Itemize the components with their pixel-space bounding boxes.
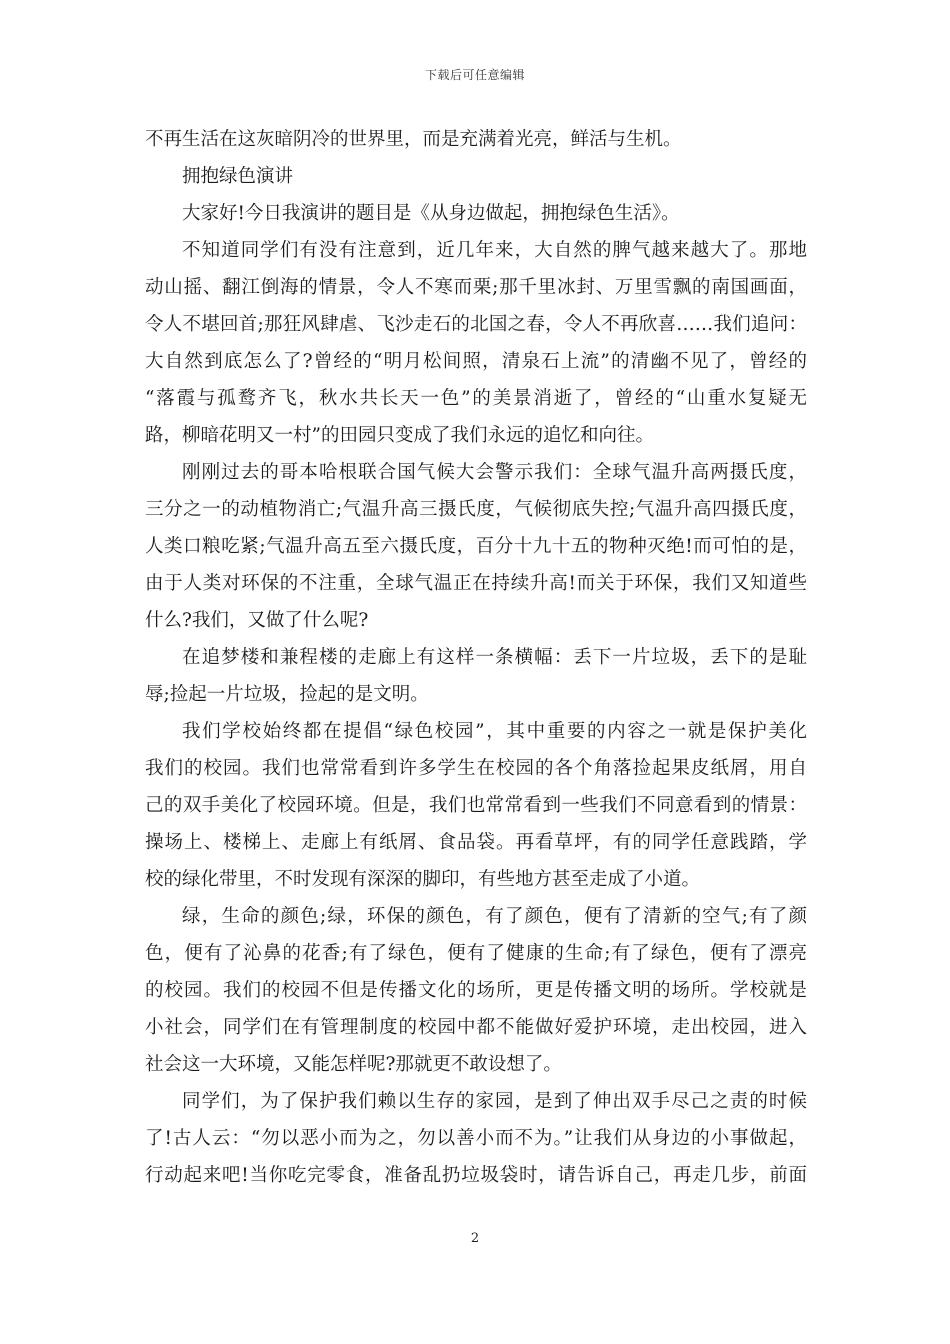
text-line: 己的双手美化了校园环境。但是，我们也常常看到一些我们不同意看到的情景： [145,795,807,816]
text-line: “落霞与孤鹜齐飞，秋水共长天一色”的美景消逝了，曾经的“山重水复疑无 [145,388,807,409]
text-line: 同学们，为了保护我们赖以生存的家园，是到了伸出双手尽己之责的时候 [182,1091,807,1112]
text-line: 小社会，同学们在有管理制度的校园中都不能做好爱护环境，走出校园，进入 [145,1017,807,1038]
section-title: 拥抱绿色演讲 [182,166,294,187]
text-line: 由于人类对环保的不注重，全球气温正在持续升高!而关于环保，我们又知道些 [145,573,807,594]
text-line: 我们的校园。我们也常常看到许多学生在校园的各个角落捡起果皮纸屑，用自 [145,758,807,779]
text-line: 校的绿化带里，不时发现有深深的脚印，有些地方甚至走成了小道。 [145,869,701,890]
page-header: 下载后可任意编辑 [424,68,525,82]
text-line: 什么?我们，又做了什么呢? [145,610,369,631]
text-line: 令人不堪回首;那狂风肆虐、飞沙走石的北国之春，令人不再欣喜……我们追问： [145,314,807,335]
text-line: 绿，生命的颜色;绿，环保的颜色，有了颜色，便有了清新的空气;有了颜 [182,906,807,927]
text-line: 大自然到底怎么了?曾经的“明月松间照，清泉石上流”的清幽不见了，曾经的 [145,351,807,372]
text-line: 的校园。我们的校园不但是传播文化的场所，更是传播文明的场所。学校就是 [145,980,807,1001]
text-line: 了!古人云：“勿以恶小而为之，勿以善小而不为。”让我们从身边的小事做起， [145,1128,807,1149]
text-line: 刚刚过去的哥本哈根联合国气候大会警示我们：全球气温升高两摄氏度， [182,462,807,483]
text-line: 三分之一的动植物消亡;气温升高三摄氏度，气候彻底失控;气温升高四摄氏度， [145,499,807,520]
text-line: 不再生活在这灰暗阴冷的世界里，而是充满着光亮，鲜活与生机。 [145,129,682,150]
text-line: 色，便有了沁鼻的花香;有了绿色，便有了健康的生命;有了绿色，便有了漂亮 [145,943,807,964]
text-line: 大家好!今日我演讲的题目是《从身边做起，拥抱绿色生活》。 [182,203,680,224]
text-line: 路，柳暗花明又一村”的田园只变成了我们永远的追忆和向往。 [145,425,654,446]
text-line: 我们学校始终都在提倡“绿色校园”，其中重要的内容之一就是保护美化 [182,721,807,742]
document-body [145,121,807,1194]
page-number: 2 [470,1231,480,1246]
text-line: 人类口粮吃紧;气温升高五至六摄氏度，百分十九十五的物种灭绝!而可怕的是， [145,536,807,557]
text-line: 不知道同学们有没有注意到，近几年来，大自然的脾气越来越大了。那地 [182,240,807,261]
text-line: 在追梦楼和兼程楼的走廊上有这样一条横幅：丢下一片垃圾，丢下的是耻 [182,647,807,668]
text-line: 动山摇、翻江倒海的情景，令人不寒而栗;那千里冰封、万里雪飘的南国画面， [145,277,807,298]
text-line: 社会这一大环境，又能怎样呢?那就更不敢设想了。 [145,1054,562,1075]
text-line: 辱;捡起一片垃圾，捡起的是文明。 [145,684,429,705]
text-line: 操场上、楼梯上、走廊上有纸屑、食品袋。再看草坪，有的同学任意践踏，学 [145,832,807,853]
text-line: 行动起来吧!当你吃完零食，准备乱扔垃圾袋时，请告诉自己，再走几步，前面 [145,1165,807,1186]
